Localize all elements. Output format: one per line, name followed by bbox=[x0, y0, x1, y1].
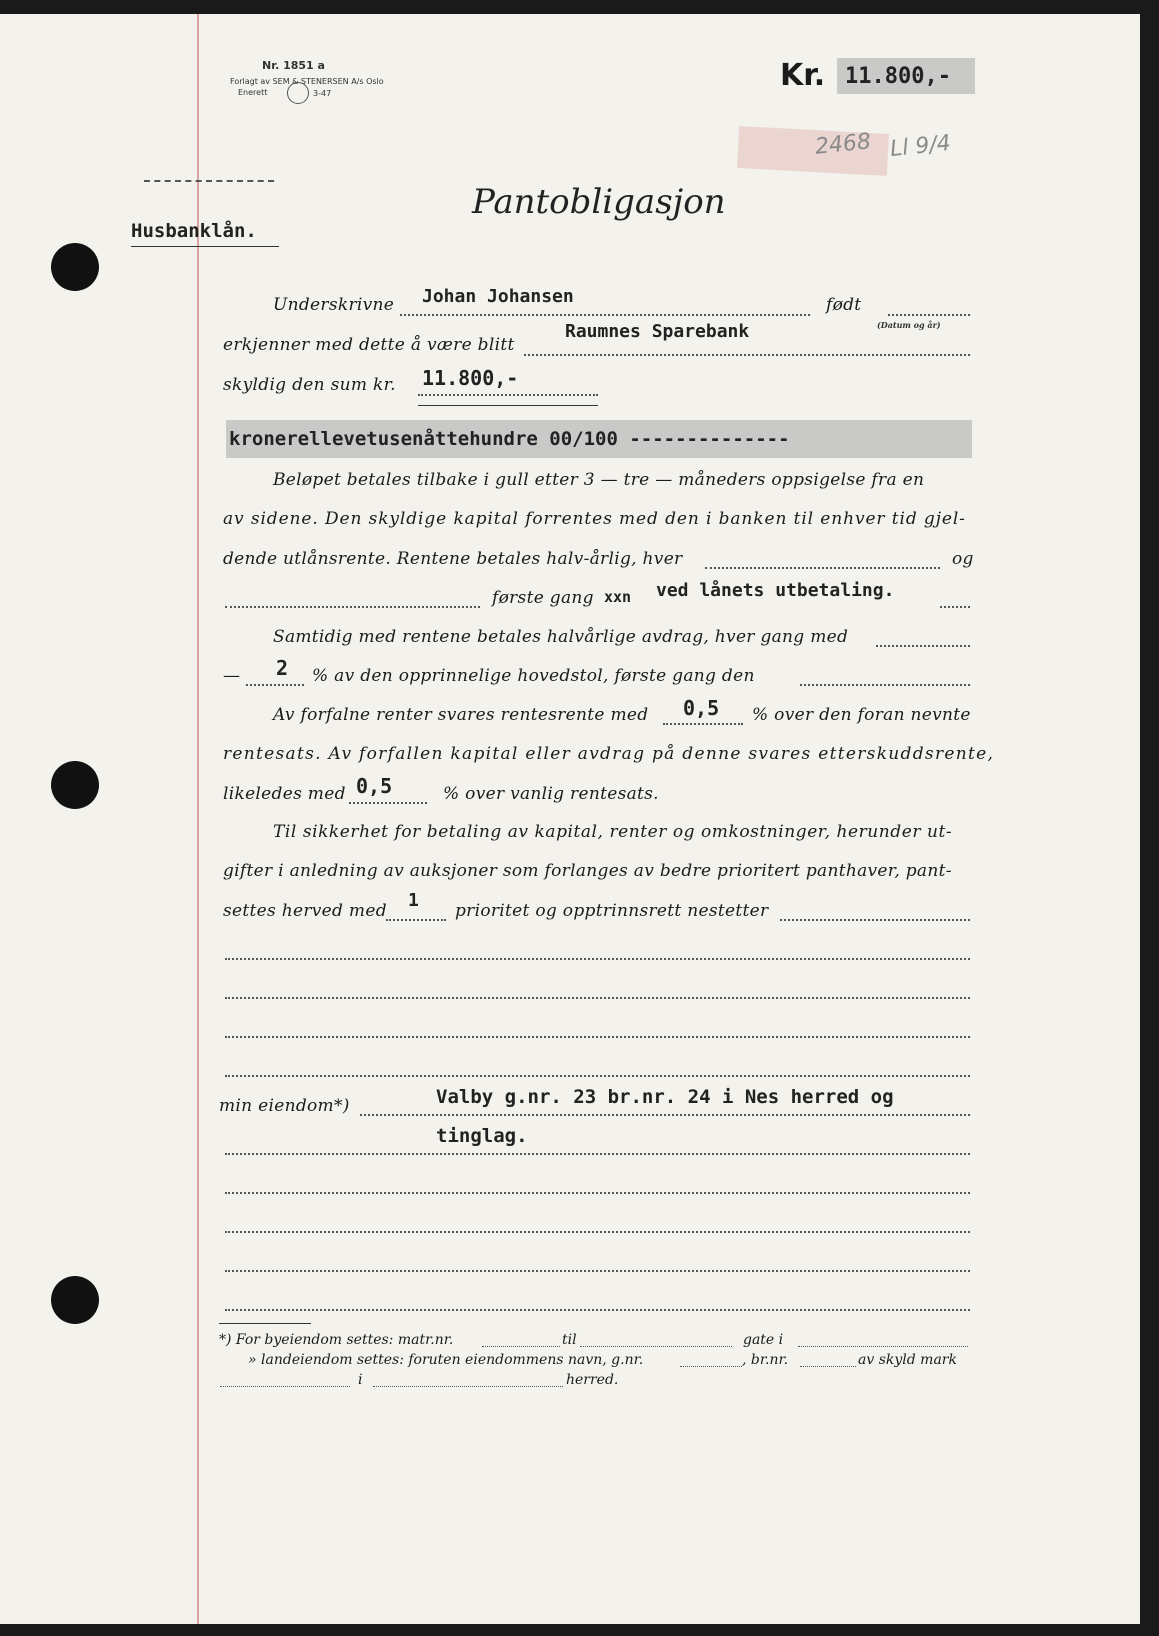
document-page bbox=[0, 14, 1140, 1624]
top-dash bbox=[144, 180, 274, 182]
text-line: % over den foran nevnte bbox=[752, 705, 971, 725]
dotted-line bbox=[225, 1075, 970, 1077]
stamp-initials: Ll 9/4 bbox=[888, 130, 952, 163]
signatory-label: Underskrivne bbox=[273, 295, 395, 315]
text-line: Samtidig med rentene betales halvårlige avdrag, hver gang med bbox=[273, 627, 849, 647]
dotted-line bbox=[225, 997, 970, 999]
text-line: % av den opprinnelige hovedstol, første gang den bbox=[312, 666, 755, 686]
signatory-name: Johan Johansen bbox=[422, 286, 574, 307]
punch-hole bbox=[51, 1276, 99, 1324]
dotted-line bbox=[524, 354, 970, 356]
text-line: og bbox=[952, 549, 974, 569]
footnote-text: » landeiendom settes: foruten eiendommens navn, g.nr. bbox=[248, 1352, 644, 1368]
dotted-line bbox=[225, 1309, 970, 1311]
footnote-text: *) For byeiendom settes: matr.nr. bbox=[219, 1332, 454, 1348]
dotted-line bbox=[360, 1114, 970, 1116]
dotted-line bbox=[940, 606, 970, 608]
footnote-rule bbox=[219, 1323, 311, 1324]
creditor-name: Raumnes Sparebank bbox=[565, 321, 750, 342]
property-label: min eiendom*) bbox=[219, 1096, 350, 1116]
text-line: % over vanlig rentesats. bbox=[443, 784, 659, 804]
dotted-line bbox=[220, 1386, 350, 1387]
dotted-line bbox=[349, 802, 427, 804]
dotted-line bbox=[876, 645, 970, 647]
loan-type-annotation: Husbanklån. bbox=[131, 220, 257, 242]
born-label: født bbox=[826, 295, 862, 315]
text-line: prioritet og opptrinnsrett nestetter bbox=[455, 901, 769, 921]
dotted-line bbox=[482, 1346, 560, 1347]
amount-value: 11.800,- bbox=[845, 64, 951, 89]
dotted-line bbox=[680, 1366, 742, 1367]
stamp-number: 2468 bbox=[813, 129, 873, 160]
text-line: rentesats. Av forfallen kapital eller avdrag på denne svares etterskuddsrente, bbox=[223, 744, 995, 764]
publisher-date: 3-47 bbox=[313, 89, 332, 98]
dotted-line bbox=[225, 1153, 970, 1155]
footnote-text: gate i bbox=[743, 1332, 784, 1348]
property-description-cont: tinglag. bbox=[436, 1125, 528, 1147]
dotted-line bbox=[225, 1192, 970, 1194]
text-line: Til sikkerhet for betaling av kapital, renter og omkostninger, herunder ut- bbox=[273, 822, 953, 842]
owes-label: skyldig den sum kr. bbox=[223, 375, 396, 395]
dotted-line bbox=[800, 1366, 856, 1367]
dotted-line bbox=[386, 919, 446, 921]
publisher-copyright: Enerett bbox=[238, 88, 268, 97]
margin-line bbox=[197, 14, 199, 1624]
publisher-logo-icon bbox=[287, 82, 309, 104]
dotted-line bbox=[888, 314, 970, 316]
text-line: av sidene. Den skyldige kapital forrentes med den i banken til enhver tid gjel- bbox=[223, 509, 966, 529]
annotation-underline bbox=[131, 246, 279, 247]
dotted-line bbox=[663, 723, 743, 725]
installment-percent: 2 bbox=[276, 656, 289, 680]
footnote-text: , br.nr. bbox=[742, 1352, 789, 1368]
owes-amount: 11.800,- bbox=[422, 366, 519, 390]
sum-underline bbox=[418, 405, 598, 406]
amount-in-words: kronerellevetusenåttehundre 00/100 -------------- bbox=[229, 428, 790, 450]
dotted-line bbox=[705, 567, 940, 569]
born-note: (Datum og år) bbox=[877, 320, 941, 330]
dotted-line bbox=[800, 684, 970, 686]
punch-hole bbox=[51, 761, 99, 809]
property-description: Valby g.nr. 23 br.nr. 24 i Nes herred og bbox=[436, 1086, 894, 1108]
footnote-text: til bbox=[562, 1332, 577, 1348]
dotted-line bbox=[373, 1386, 563, 1387]
amount-label: Kr. bbox=[780, 58, 826, 93]
text-line: Beløpet betales tilbake i gull etter 3 — tre — måneders oppsigelse fra en bbox=[273, 470, 925, 490]
acknowledge-label: erkjenner med dette å være blitt bbox=[223, 335, 515, 355]
text-line: gifter i anledning av auksjoner som forlanges av bedre prioritert panthaver, pant- bbox=[223, 861, 952, 881]
late-interest-rate: 0,5 bbox=[356, 774, 393, 798]
penalty-interest-rate: 0,5 bbox=[683, 696, 720, 720]
dotted-line bbox=[418, 394, 598, 396]
text-line: dende utlånsrente. Rentene betales halv-årlig, hver bbox=[223, 549, 683, 569]
dotted-line bbox=[225, 1270, 970, 1272]
first-payment-text: ved lånets utbetaling. bbox=[656, 580, 895, 601]
struck-text: xxn bbox=[604, 588, 632, 606]
footnote-text: i bbox=[358, 1372, 363, 1388]
text-line: Av forfalne renter svares rentesrente med bbox=[273, 705, 649, 725]
dotted-line bbox=[225, 1231, 970, 1233]
dotted-line bbox=[780, 919, 970, 921]
document-title: Pantobligasjon bbox=[472, 182, 726, 222]
dotted-line bbox=[798, 1346, 968, 1347]
dotted-line bbox=[225, 958, 970, 960]
dotted-line bbox=[400, 314, 810, 316]
form-number: Nr. 1851 a bbox=[262, 59, 325, 72]
text-line: likeledes med bbox=[223, 784, 346, 804]
dotted-line bbox=[225, 606, 480, 608]
text-line: settes herved med bbox=[223, 901, 387, 921]
dotted-line bbox=[225, 1036, 970, 1038]
dotted-line bbox=[246, 684, 304, 686]
dotted-line bbox=[580, 1346, 732, 1347]
footnote-text: herred. bbox=[566, 1372, 619, 1388]
text-line: — bbox=[223, 666, 241, 686]
footnote-text: av skyld mark bbox=[858, 1352, 957, 1368]
priority-number: 1 bbox=[408, 890, 419, 911]
punch-hole bbox=[51, 243, 99, 291]
publisher-line: Forlagt av SEM & STENERSEN A/s Oslo bbox=[230, 77, 384, 86]
text-line: første gang bbox=[492, 588, 594, 608]
